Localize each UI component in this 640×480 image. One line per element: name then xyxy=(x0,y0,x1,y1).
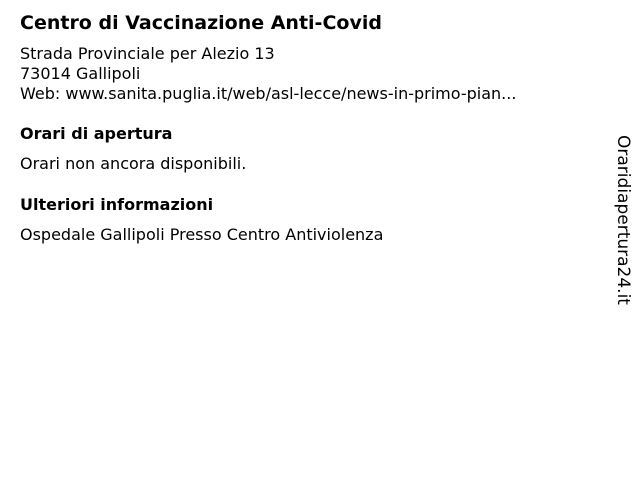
place-card xyxy=(20,10,590,245)
address-city: 73014 Gallipoli xyxy=(20,64,141,83)
opening-hours-text: Orari non ancora disponibili. xyxy=(20,154,247,173)
place-title: Centro di Vaccinazione Anti-Covid xyxy=(20,12,382,34)
site-brand-watermark: Oraridiapertura24.it xyxy=(613,135,633,305)
opening-hours-heading: Orari di apertura xyxy=(20,124,173,143)
website-line xyxy=(20,84,590,104)
website-label: Web: xyxy=(20,84,61,103)
address-street: Strada Provinciale per Alezio 13 xyxy=(20,44,275,63)
more-info-heading: Ulteriori informazioni xyxy=(20,195,214,214)
more-info-text: Ospedale Gallipoli Presso Centro Antiviolenza xyxy=(20,225,384,244)
website-link[interactable]: www.sanita.puglia.it/web/asl-lecce/news-in-primo-pian... xyxy=(65,84,517,103)
